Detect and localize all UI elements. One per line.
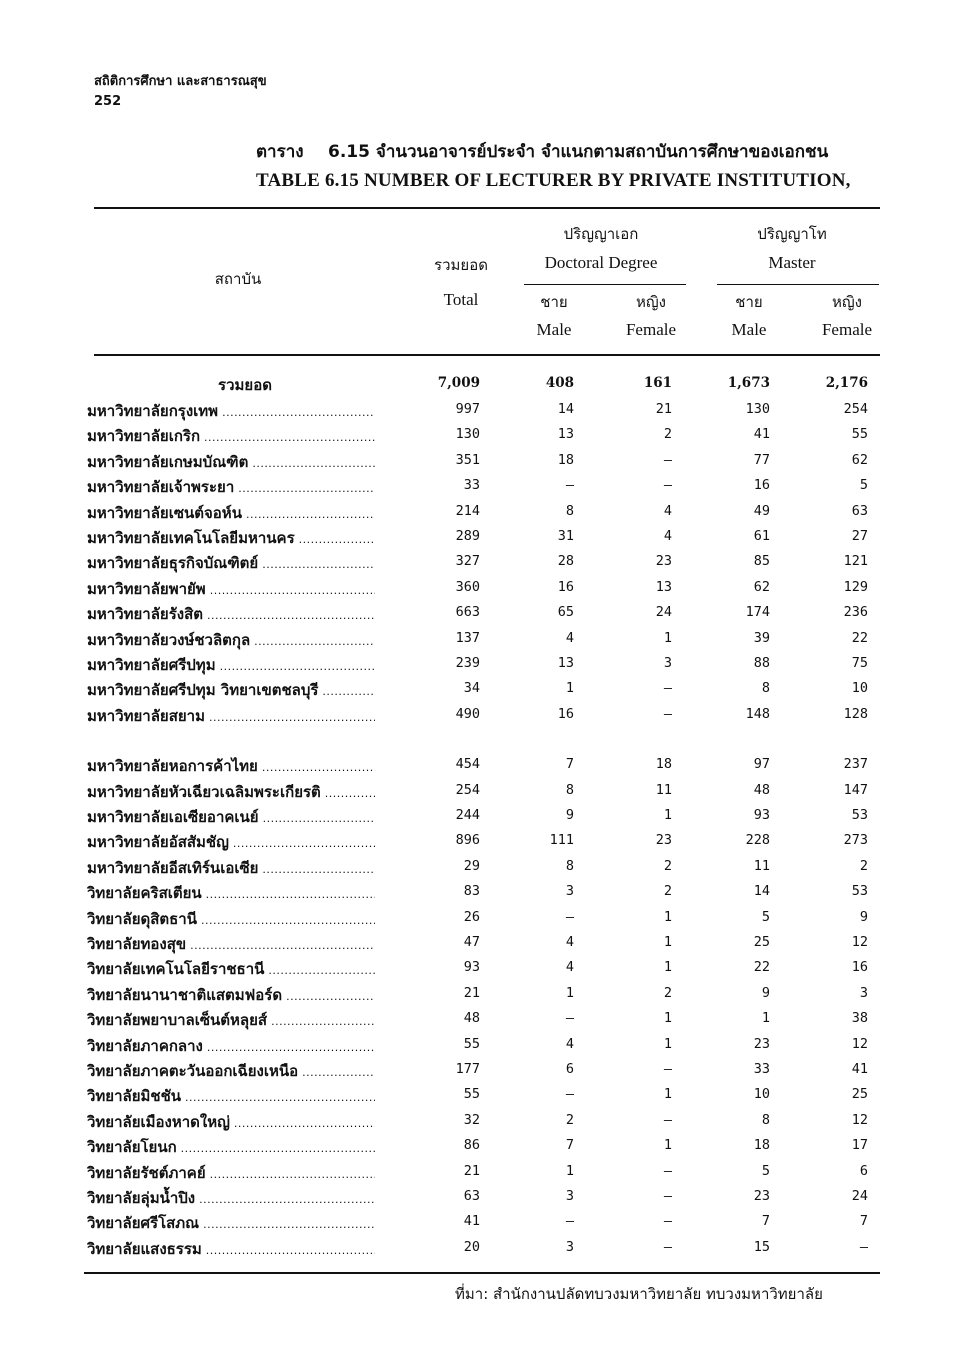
table-row [0, 501, 966, 526]
doctoral-male-value: 8 [565, 782, 574, 798]
total-value: 21 [463, 985, 480, 1001]
table-row [0, 856, 966, 881]
master-male-value: 1 [761, 1010, 770, 1026]
doctoral-female-value: 2 [663, 883, 672, 899]
doctoral-male-value: 3 [565, 1188, 574, 1204]
institution-name: วิทยาลัยภาคตะวันออกเฉียงเหนือ ..... [87, 1059, 375, 1083]
doctoral-male-value: 13 [557, 655, 574, 671]
master-male-value: 48 [753, 782, 770, 798]
master-female-value: 128 [843, 706, 868, 722]
master-male-value: 15 [753, 1239, 770, 1255]
master-female-value: 22 [851, 630, 868, 646]
doctoral-female-value: 1 [663, 1010, 672, 1026]
doctoral-male-value: 4 [565, 959, 574, 975]
master-female-value: 147 [843, 782, 868, 798]
table-row [0, 754, 966, 779]
institution-name: วิทยาลัยดุสิตธานี ..... [87, 907, 375, 931]
institution-name: มหาวิทยาลัยอีสเทิร์นเอเซีย ..... [87, 856, 375, 880]
institution-name: มหาวิทยาลัยเทคโนโลยีมหานคร ..... [87, 526, 375, 550]
doctoral-male-value: 6 [565, 1061, 574, 1077]
table-row [0, 628, 966, 653]
doctoral-male-value: – [565, 909, 574, 925]
header-master-male-thai: ชาย [735, 293, 763, 311]
master-female-value: 254 [843, 401, 868, 417]
doctoral-female-value: – [663, 1213, 672, 1229]
table-row [0, 1110, 966, 1135]
total-value: 41 [463, 1213, 480, 1229]
table-row [0, 1211, 966, 1236]
total-value: 93 [463, 959, 480, 975]
master-female-value: 10 [851, 680, 868, 696]
master-female-value: 12 [851, 1036, 868, 1052]
total-value: 351 [455, 452, 480, 468]
header-master-female-english: Female [821, 320, 873, 339]
master-female-value: 24 [851, 1188, 868, 1204]
doctoral-male-value: – [565, 1213, 574, 1229]
master-male-value: 23 [753, 1036, 770, 1052]
total-value: 663 [455, 604, 480, 620]
doctoral-male-value: 31 [557, 528, 574, 544]
total-value: 214 [455, 503, 480, 519]
institution-name: วิทยาลัยทองสุข ..... [87, 932, 375, 956]
header-doctoral-thai: ปริญญาเอก [563, 225, 639, 243]
total-value: 63 [463, 1188, 480, 1204]
master-male-value: 8 [761, 1112, 770, 1128]
institution-name: มหาวิทยาลัยศรีปทุม ..... [87, 653, 375, 677]
master-female-value: 53 [851, 883, 868, 899]
table-row [0, 780, 966, 805]
master-male-value: 148 [745, 706, 770, 722]
header-doctoral-female-thai: หญิง [636, 293, 666, 311]
header-master-rule [717, 284, 879, 285]
doctoral-female-value: – [663, 1112, 672, 1128]
master-male-value: 33 [753, 1061, 770, 1077]
doctoral-female-value: 23 [655, 832, 672, 848]
table-header-rule [94, 354, 880, 356]
table-row [0, 602, 966, 627]
table-row [0, 526, 966, 551]
master-male-value: 130 [745, 401, 770, 417]
doctoral-female-value: 1 [663, 630, 672, 646]
master-female-value: 237 [843, 756, 868, 772]
doctoral-male-value: 18 [557, 452, 574, 468]
doctoral-female-value: 23 [655, 553, 672, 569]
doctoral-female-value: 1 [663, 934, 672, 950]
master-female-value: 25 [851, 1086, 868, 1102]
table-row [0, 704, 966, 729]
table-row [0, 399, 966, 424]
institution-name: มหาวิทยาลัยเซนต์จอห์น ..... [87, 501, 375, 525]
doctoral-male-value: 65 [557, 604, 574, 620]
doctoral-male-value: 8 [565, 858, 574, 874]
total-value: 239 [455, 655, 480, 671]
doctoral-male-value: – [565, 477, 574, 493]
master-male-value: 23 [753, 1188, 770, 1204]
institution-name: มหาวิทยาลัยธุรกิจบัณฑิตย์ ..... [87, 551, 375, 575]
total-value: 254 [455, 782, 480, 798]
master-male-value: 88 [753, 655, 770, 671]
table-title-english: TABLE 6.15 NUMBER OF LECTURER BY PRIVATE INSTITUTION, [256, 170, 851, 191]
page-header [94, 72, 267, 112]
total-value: 896 [455, 832, 480, 848]
master-male-value: 39 [753, 630, 770, 646]
total-value: 83 [463, 883, 480, 899]
table-row [0, 830, 966, 855]
master-male-value: 41 [753, 426, 770, 442]
master-female-value: 121 [843, 553, 868, 569]
doctoral-female-value: 1 [663, 959, 672, 975]
table-label-thai: ตาราง [256, 142, 304, 162]
doctoral-female-value: 3 [663, 655, 672, 671]
header-total-english: Total [443, 290, 479, 309]
master-female-value: 5 [859, 477, 868, 493]
doctoral-male-value: 1 [565, 680, 574, 696]
doctoral-male-value: 7 [565, 756, 574, 772]
institution-name: มหาวิทยาลัยวงษ์ชวลิตกุล ..... [87, 628, 375, 652]
doctoral-female-value: 1 [663, 1137, 672, 1153]
table-row [0, 1059, 966, 1084]
doctoral-female-value: – [663, 1239, 672, 1255]
table-row [0, 1237, 966, 1262]
institution-name: วิทยาลัยเทคโนโลยีราชธานี ..... [87, 957, 375, 981]
table-row [0, 1084, 966, 1109]
institution-name: มหาวิทยาลัยเกษมบัณฑิต ..... [87, 450, 375, 474]
doctoral-female-value: 2 [663, 426, 672, 442]
doctoral-female-value: – [663, 680, 672, 696]
total-value: 137 [455, 630, 480, 646]
master-female-value: 9 [859, 909, 868, 925]
table-row [0, 957, 966, 982]
total-row [0, 373, 966, 398]
total-value: 454 [455, 756, 480, 772]
master-female-value: 6 [859, 1163, 868, 1179]
master-male-value: 10 [753, 1086, 770, 1102]
master-female-value: 62 [851, 452, 868, 468]
total-value: 55 [463, 1086, 480, 1102]
doctoral-male-value: 16 [557, 706, 574, 722]
doctoral-male-value: 1 [565, 1163, 574, 1179]
master-male-value: 77 [753, 452, 770, 468]
institution-name: วิทยาลัยมิชชัน ..... [87, 1084, 375, 1108]
total-value: 34 [463, 680, 480, 696]
doctoral-female-value: – [663, 1188, 672, 1204]
table-row [0, 551, 966, 576]
doctoral-male-value: – [565, 1010, 574, 1026]
header-doctoral-rule [524, 284, 686, 285]
table-row [0, 1186, 966, 1211]
table-row [0, 653, 966, 678]
header-total-thai: รวมยอด [434, 256, 488, 274]
table-row [0, 450, 966, 475]
table-title-thai [256, 138, 828, 165]
total-value: 20 [463, 1239, 480, 1255]
doctoral-female-value: 21 [655, 401, 672, 417]
master-female-value: 129 [843, 579, 868, 595]
doctoral-female-value: 2 [663, 985, 672, 1001]
master-female-value: 2 [859, 858, 868, 874]
master-male-value: 18 [753, 1137, 770, 1153]
total-value: 47 [463, 934, 480, 950]
master-female-value: 2,176 [825, 375, 868, 391]
total-value: 48 [463, 1010, 480, 1026]
doctoral-male-value: 8 [565, 503, 574, 519]
master-female-value: 3 [859, 985, 868, 1001]
doctoral-female-value: – [663, 477, 672, 493]
institution-name: มหาวิทยาลัยอัสสัมชัญ ..... [87, 830, 375, 854]
master-male-value: 5 [761, 909, 770, 925]
doctoral-male-value: 7 [565, 1137, 574, 1153]
master-male-value: 61 [753, 528, 770, 544]
master-male-value: 25 [753, 934, 770, 950]
total-value: 327 [455, 553, 480, 569]
page-number: 252 [94, 94, 122, 109]
table-bottom-rule [84, 1272, 880, 1274]
header-doctoral-male-english: Male [536, 320, 572, 339]
master-male-value: 14 [753, 883, 770, 899]
doctoral-female-value: – [663, 1163, 672, 1179]
header-master-english: Master [768, 253, 816, 272]
doctoral-male-value: 3 [565, 1239, 574, 1255]
total-value: 7,009 [437, 375, 480, 391]
doctoral-male-value: 111 [549, 832, 574, 848]
master-male-value: 62 [753, 579, 770, 595]
doctoral-female-value: 4 [663, 503, 672, 519]
master-female-value: 41 [851, 1061, 868, 1077]
table-row [0, 1135, 966, 1160]
total-value: 130 [455, 426, 480, 442]
total-value: 21 [463, 1163, 480, 1179]
institution-name: วิทยาลัยเมืองหาดใหญ่ ..... [87, 1110, 375, 1134]
table-top-rule [94, 207, 880, 209]
table-row [0, 577, 966, 602]
table-row [0, 932, 966, 957]
master-female-value: 12 [851, 934, 868, 950]
doctoral-female-value: 11 [655, 782, 672, 798]
book-title: สถิติการศึกษา และสาธารณสุข [94, 74, 267, 89]
header-doctoral-female-english: Female [625, 320, 677, 339]
institution-name: มหาวิทยาลัยพายัพ ..... [87, 577, 375, 601]
doctoral-male-value: 408 [545, 375, 574, 391]
doctoral-male-value: 28 [557, 553, 574, 569]
doctoral-male-value: 13 [557, 426, 574, 442]
table-row [0, 678, 966, 703]
total-value: 177 [455, 1061, 480, 1077]
institution-name: มหาวิทยาลัยเอเซียอาคเนย์ ..... [87, 805, 375, 829]
master-male-value: 1,673 [727, 375, 770, 391]
master-male-value: 11 [753, 858, 770, 874]
master-female-value: 63 [851, 503, 868, 519]
master-male-value: 5 [761, 1163, 770, 1179]
master-female-value: 12 [851, 1112, 868, 1128]
master-female-value: 53 [851, 807, 868, 823]
institution-name: มหาวิทยาลัยหัวเฉียวเฉลิมพระเกียรติ ..... [87, 780, 375, 804]
doctoral-female-value: 161 [643, 375, 672, 391]
institution-name: มหาวิทยาลัยสยาม ..... [87, 704, 375, 728]
doctoral-female-value: 1 [663, 909, 672, 925]
master-female-value: 75 [851, 655, 868, 671]
header-master-thai: ปริญญาโท [757, 225, 827, 243]
master-female-value: 236 [843, 604, 868, 620]
table-row [0, 983, 966, 1008]
doctoral-female-value: – [663, 706, 672, 722]
doctoral-male-value: 2 [565, 1112, 574, 1128]
master-female-value: 55 [851, 426, 868, 442]
total-value: 32 [463, 1112, 480, 1128]
header-master-female-thai: หญิง [832, 293, 862, 311]
doctoral-female-value: 1 [663, 807, 672, 823]
total-value: 490 [455, 706, 480, 722]
institution-name: วิทยาลัยรัชต์ภาคย์ ..... [87, 1161, 375, 1185]
master-male-value: 16 [753, 477, 770, 493]
total-value: 360 [455, 579, 480, 595]
doctoral-male-value: 3 [565, 883, 574, 899]
doctoral-female-value: 1 [663, 1036, 672, 1052]
institution-name: มหาวิทยาลัยเกริก ..... [87, 424, 375, 448]
master-male-value: 85 [753, 553, 770, 569]
total-value: 86 [463, 1137, 480, 1153]
table-row [0, 1034, 966, 1059]
institution-name: วิทยาลัยแสงธรรม ..... [87, 1237, 375, 1261]
doctoral-male-value: 16 [557, 579, 574, 595]
institution-name: มหาวิทยาลัยเจ้าพระยา ..... [87, 475, 375, 499]
doctoral-male-value: 9 [565, 807, 574, 823]
master-male-value: 7 [761, 1213, 770, 1229]
master-male-value: 93 [753, 807, 770, 823]
master-female-value: – [859, 1239, 868, 1255]
institution-name: มหาวิทยาลัยรังสิต ..... [87, 602, 375, 626]
doctoral-male-value: 4 [565, 630, 574, 646]
master-female-value: 27 [851, 528, 868, 544]
doctoral-female-value: – [663, 1061, 672, 1077]
total-value: 997 [455, 401, 480, 417]
table-row [0, 1161, 966, 1186]
institution-name: วิทยาลัยพยาบาลเซ็นต์หลุยส์ ..... [87, 1008, 375, 1032]
total-value: 29 [463, 858, 480, 874]
master-male-value: 49 [753, 503, 770, 519]
doctoral-male-value: 14 [557, 401, 574, 417]
master-male-value: 174 [745, 604, 770, 620]
total-value: 244 [455, 807, 480, 823]
institution-name: วิทยาลัยคริสเตียน ..... [87, 881, 375, 905]
master-male-value: 228 [745, 832, 770, 848]
header-master-male-english: Male [731, 320, 767, 339]
table-row [0, 907, 966, 932]
table-title-thai-text: 6.15 จำนวนอาจารย์ประจำ จำแนกตามสถาบันการศึกษาของเอกชน [328, 142, 829, 162]
institution-name: มหาวิทยาลัยหอการค้าไทย ..... [87, 754, 375, 778]
doctoral-female-value: – [663, 452, 672, 468]
institution-name: วิทยาลัยลุ่มน้ำปิง ..... [87, 1186, 375, 1210]
header-institution: สถาบัน [214, 270, 262, 288]
master-male-value: 22 [753, 959, 770, 975]
institution-name: มหาวิทยาลัยกรุงเทพ ..... [87, 399, 375, 423]
master-female-value: 38 [851, 1010, 868, 1026]
master-female-value: 17 [851, 1137, 868, 1153]
doctoral-female-value: 4 [663, 528, 672, 544]
doctoral-female-value: 24 [655, 604, 672, 620]
doctoral-female-value: 18 [655, 756, 672, 772]
table-row [0, 1008, 966, 1033]
total-value: 55 [463, 1036, 480, 1052]
header-doctoral-male-thai: ชาย [540, 293, 568, 311]
institution-name: วิทยาลัยโยนก ..... [87, 1135, 375, 1159]
institution-name: มหาวิทยาลัยศรีปทุม วิทยาเขตชลบุรี ..... [87, 678, 375, 702]
table-row [0, 805, 966, 830]
master-male-value: 9 [761, 985, 770, 1001]
doctoral-female-value: 1 [663, 1086, 672, 1102]
institution-name: รวมยอด [218, 376, 272, 394]
doctoral-female-value: 13 [655, 579, 672, 595]
total-value: 33 [463, 477, 480, 493]
master-female-value: 16 [851, 959, 868, 975]
master-female-value: 273 [843, 832, 868, 848]
doctoral-male-value: 4 [565, 934, 574, 950]
doctoral-male-value: 4 [565, 1036, 574, 1052]
table-row [0, 881, 966, 906]
header-doctoral-english: Doctoral Degree [544, 253, 658, 272]
doctoral-female-value: 2 [663, 858, 672, 874]
institution-name: วิทยาลัยศรีโสภณ ..... [87, 1211, 375, 1235]
source-note: ที่มา: สำนักงานปลัดทบวงมหาวิทยาลัย ทบวงมหาวิทยาลัย [455, 1285, 823, 1303]
master-male-value: 8 [761, 680, 770, 696]
doctoral-male-value: – [565, 1086, 574, 1102]
master-female-value: 7 [859, 1213, 868, 1229]
total-value: 289 [455, 528, 480, 544]
master-male-value: 97 [753, 756, 770, 772]
table-row [0, 424, 966, 449]
doctoral-male-value: 1 [565, 985, 574, 1001]
institution-name: วิทยาลัยนานาชาติแสตมฟอร์ด ..... [87, 983, 375, 1007]
table-row [0, 475, 966, 500]
total-value: 26 [463, 909, 480, 925]
institution-name: วิทยาลัยภาคกลาง ..... [87, 1034, 375, 1058]
